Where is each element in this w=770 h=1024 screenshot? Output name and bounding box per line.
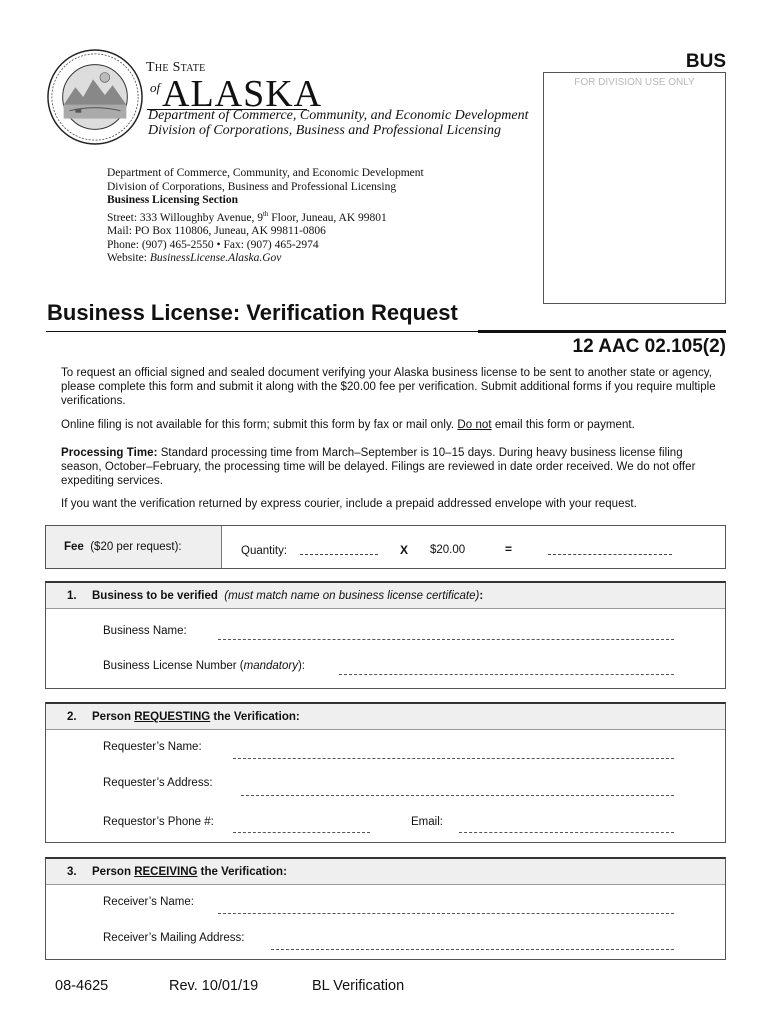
section-3-header xyxy=(46,859,725,885)
requester-email-field[interactable] xyxy=(459,832,674,833)
requester-name-field[interactable] xyxy=(233,758,674,759)
address-street: Street: 333 Willoughby Avenue, 9th Floor, Juneau, AK 99801 xyxy=(107,209,387,224)
contact-address-block xyxy=(107,167,424,266)
address-phone: Phone: (907) 465-2550 • Fax: (907) 465-2974 xyxy=(107,238,319,251)
regulation-reference: 12 AAC 02.105(2) xyxy=(572,336,726,357)
section-2-header xyxy=(46,704,725,730)
form-name: BL Verification xyxy=(312,978,405,994)
total-fee-field[interactable] xyxy=(548,554,672,555)
section-person-receiving xyxy=(45,857,726,960)
online-filing-notice: Online filing is not available for this form; submit this form by fax or mail only. Do not email this form or payment. xyxy=(61,419,635,431)
quantity-field[interactable] xyxy=(300,554,378,555)
address-division: Division of Corporations, Business and Professional Licensing xyxy=(107,180,397,193)
website-link: BusinessLicense.Alaska.Gov xyxy=(149,252,282,265)
quantity-label: Quantity: xyxy=(241,545,288,557)
receiver-mailing-address-field[interactable] xyxy=(271,949,674,950)
unit-price: $20.00 xyxy=(430,544,466,556)
receiver-name-field[interactable] xyxy=(218,913,674,914)
processing-time-paragraph: Processing Time: Standard processing time from March–September is 10–15 days. During heavy business license filing season, October–February, the processing time will be delayed. Filings are reviewed in date order received. We do not offer expediting services. xyxy=(61,447,696,487)
requester-name-label: Requester’s Name: xyxy=(103,741,202,753)
receiver-mailing-address-label: Receiver’s Mailing Address: xyxy=(103,932,245,944)
division-use-box xyxy=(543,72,726,304)
intro-paragraph: To request an official signed and sealed document verifying your Alaska business license to be sent to another state or agency, please complete this form and submit it along with the $20.00 fee per verification. Submit additional forms if you require multiple verifications. xyxy=(61,367,716,407)
department-name: Department of Commerce, Community, and Economic Development xyxy=(148,108,529,123)
division-use-label: FOR DIVISION USE ONLY xyxy=(574,77,695,88)
fee-box xyxy=(45,525,726,569)
section-1-header xyxy=(46,583,725,609)
address-mail: Mail: PO Box 110806, Juneau, AK 99811-0806 xyxy=(107,225,326,238)
document-title: Business License: Verification Request xyxy=(47,300,458,325)
section-1-number: 1. xyxy=(67,590,77,602)
title-divider-thick xyxy=(478,330,726,333)
fee-label-cell xyxy=(46,526,222,568)
section-person-requesting xyxy=(45,702,726,843)
section-3-number: 3. xyxy=(67,866,77,878)
state-of-label: of xyxy=(150,80,161,95)
business-name-label: Business Name: xyxy=(103,625,187,637)
multiply-sign: X xyxy=(400,543,409,557)
form-code: BUS xyxy=(685,51,726,72)
courier-notice: If you want the verification returned by express courier, include a prepaid addressed envelope with your request. xyxy=(61,498,637,510)
section-2-title: Person REQUESTING the Verification: xyxy=(92,711,300,723)
requester-email-label: Email: xyxy=(411,816,443,828)
requester-phone-label: Requestor’s Phone #: xyxy=(103,816,214,828)
state-label: The State xyxy=(146,60,206,75)
requester-address-field[interactable] xyxy=(241,795,674,796)
department-heading xyxy=(148,108,529,138)
revision-date: Rev. 10/01/19 xyxy=(169,978,259,994)
requester-phone-field[interactable] xyxy=(233,832,370,833)
address-department: Department of Commerce, Community, and Economic Development xyxy=(107,167,424,179)
state-name: ALASKA xyxy=(162,73,323,115)
section-3-title: Person RECEIVING the Verification: xyxy=(92,866,287,878)
section-1-title: Business to be verified (must match name on business license certificate): xyxy=(92,590,484,602)
equals-sign: = xyxy=(505,542,513,556)
receiver-name-label: Receiver’s Name: xyxy=(103,896,194,908)
business-license-number-label: Business License Number (mandatory): xyxy=(103,660,305,672)
business-name-field[interactable] xyxy=(218,639,674,640)
business-license-number-field[interactable] xyxy=(339,674,674,675)
alaska-state-seal xyxy=(46,48,144,146)
requester-address-label: Requester’s Address: xyxy=(103,777,213,789)
section-business-to-verify xyxy=(45,581,726,689)
address-section: Business Licensing Section xyxy=(107,194,238,207)
section-2-number: 2. xyxy=(67,711,77,723)
fee-label: Fee ($20 per request): xyxy=(64,541,182,553)
address-website: Website: BusinessLicense.Alaska.Gov xyxy=(107,252,282,265)
division-name: Division of Corporations, Business and Professional Licensing xyxy=(148,123,501,138)
form-number: 08-4625 xyxy=(55,978,109,994)
